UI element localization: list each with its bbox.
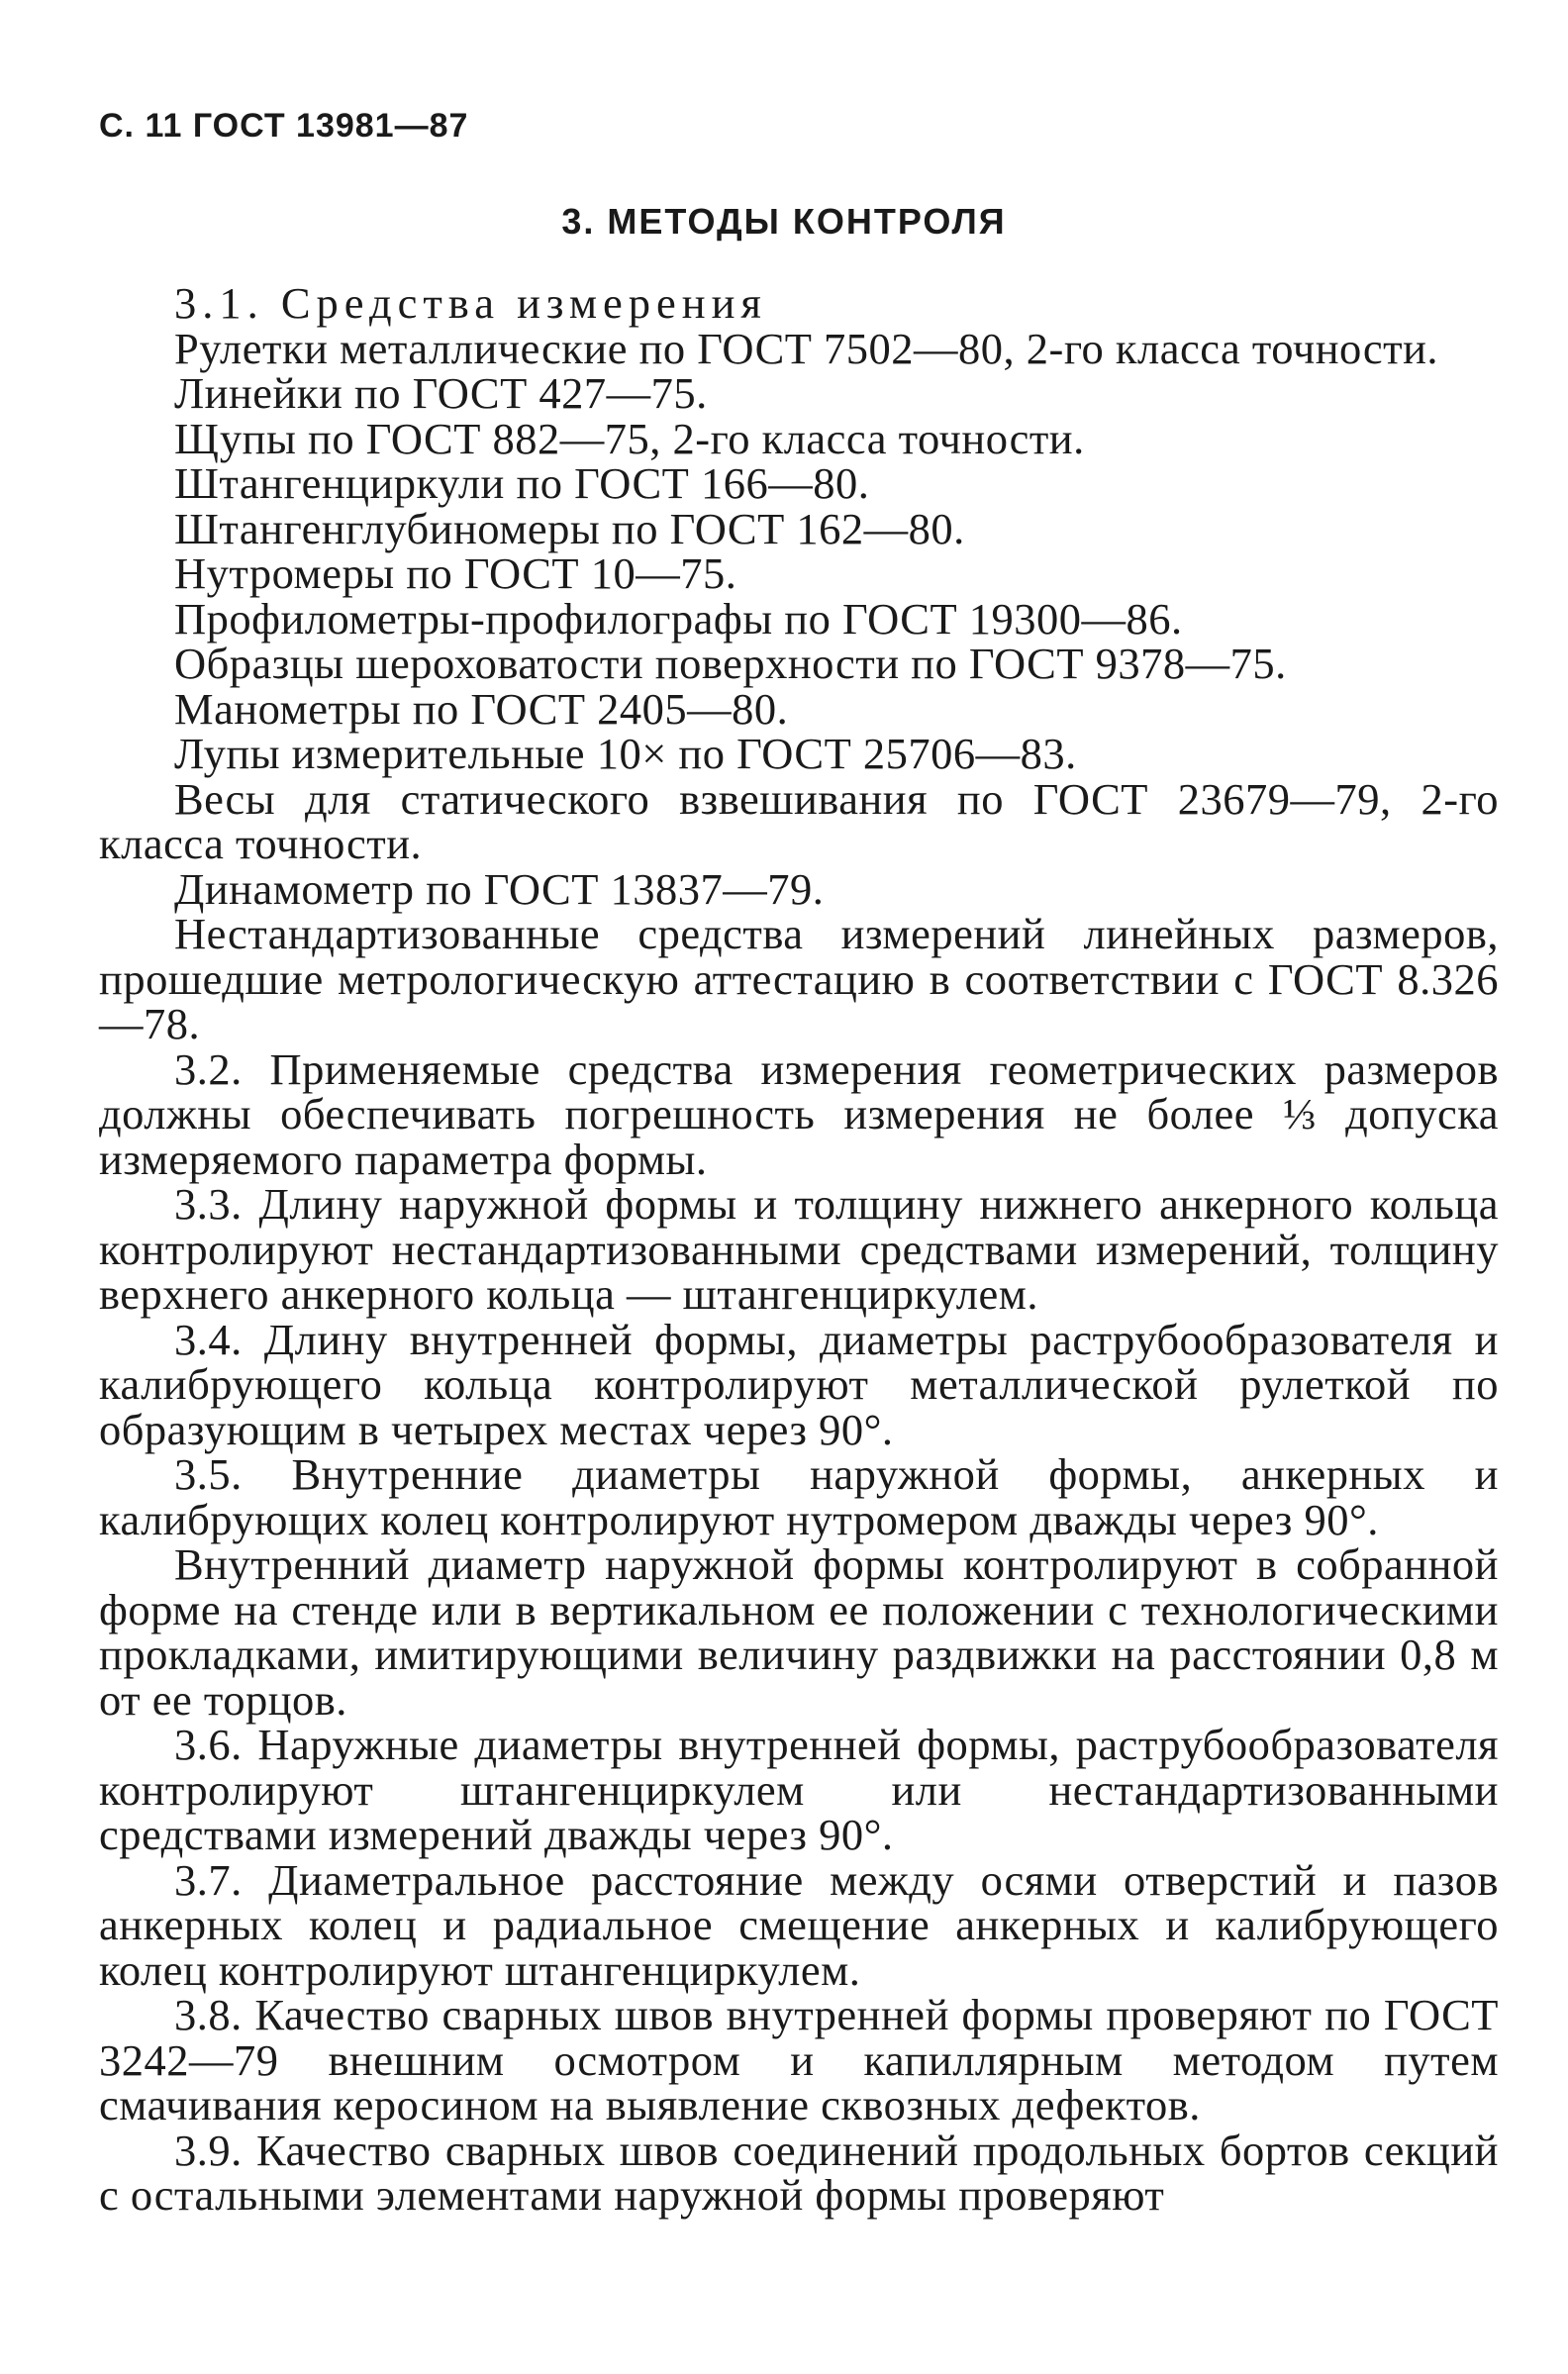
paragraph: Штангенглубиномеры по ГОСТ 162—80. xyxy=(174,503,965,553)
paragraph: Внутренний диаметр наружной формы контролируют в собранной форме на стенде или в вертикальном ее положении с технологическими прокладками, имитирующими величину раздвижки на расстоянии 0,8 м от ее торцов. xyxy=(99,1539,1499,1725)
paragraph: Нутромеры по ГОСТ 10—75. xyxy=(174,548,737,598)
paragraph: Манометры по ГОСТ 2405—80. xyxy=(174,683,789,734)
paragraph: Щупы по ГОСТ 882—75, 2-го класса точности. xyxy=(174,413,1085,463)
paragraph: 3.2. Применяемые средства измерения геометрических размеров должны обеспечивать погрешность измерения не более ⅓ допуска измеряемого параметра формы. xyxy=(99,1043,1499,1184)
paragraph: Весы для статического взвешивания по ГОСТ 23679—79, 2-го класса точности. xyxy=(99,773,1499,868)
paragraph: 3.5. Внутренние диаметры наружной формы, анкерных и калибрующих колец контролируют нутромером дважды через 90°. xyxy=(99,1449,1499,1544)
paragraph: 3.7. Диаметральное расстояние между осями отверстий и пазов анкерных колец и радиальное смещение анкерных и калибрующего колец контролируют штангенциркулем. xyxy=(99,1854,1499,1995)
paragraph: Профилометры-профилографы по ГОСТ 19300—86. xyxy=(174,593,1183,643)
paragraph: 3.9. Качество сварных швов соединений продольных бортов секций с остальными элементами наружной формы проверяют xyxy=(99,2125,1499,2220)
running-header: С. 11 ГОСТ 13981—87 xyxy=(99,107,469,145)
subsection-title: 3.1. Средства измерения xyxy=(174,278,767,328)
paragraph: Линейки по ГОСТ 427—75. xyxy=(174,368,708,418)
paragraph: Нестандартизованные средства измерений линейных размеров, прошедшие метрологическую аттестацию в соответствии с ГОСТ 8.326—78. xyxy=(99,909,1499,1048)
paragraph: 3.4. Длину внутренней формы, диаметры раструбообразователя и калибрующего кольца контролируют металлической рулеткой по образующим в четырех местах через 90°. xyxy=(99,1314,1499,1454)
paragraph: Динамометр по ГОСТ 13837—79. xyxy=(174,863,825,914)
paragraph: 3.6. Наружные диаметры внутренней формы, раструбообразователя контролируют штангенциркулем или нестандартизованными средствами измерений дважды через 90°. xyxy=(99,1720,1499,1859)
paragraph: 3.8. Качество сварных швов внутренней формы проверяют по ГОСТ 3242—79 внешним осмотром и капиллярным методом путем смачивания керосином на выявление сквозных дефектов. xyxy=(99,1990,1499,2129)
paragraph: Штангенциркули по ГОСТ 166—80. xyxy=(174,458,870,508)
paragraph: 3.3. Длину наружной формы и толщину нижнего анкерного кольца контролируют нестандартизованными средствами измерений, толщину верхнего анкерного кольца — штангенциркулем. xyxy=(99,1179,1499,1319)
paragraph: Образцы шероховатости поверхности по ГОСТ 9378—75. xyxy=(174,639,1287,688)
paragraph: Рулетки металлические по ГОСТ 7502—80, 2-го класса точности. xyxy=(174,323,1439,373)
body-text xyxy=(99,278,1499,2220)
paragraph: Лупы измерительные 10× по ГОСТ 25706—83. xyxy=(174,729,1077,778)
section-title: 3. МЕТОДЫ КОНТРОЛЯ xyxy=(561,201,1007,242)
